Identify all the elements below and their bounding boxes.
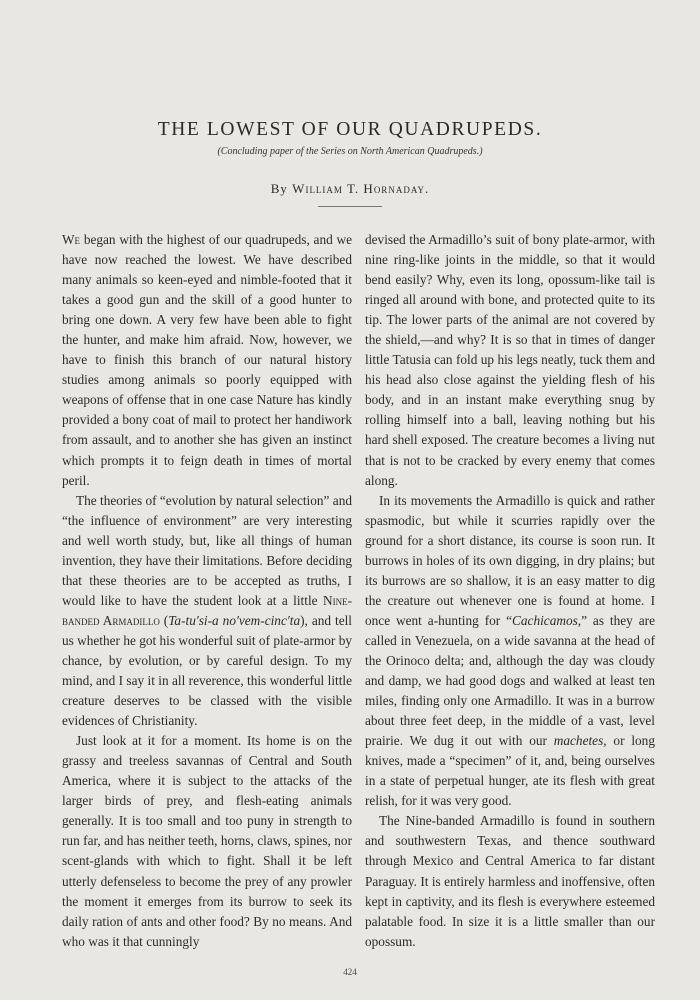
species-name: Nine-banded Armadillo bbox=[62, 592, 352, 628]
paragraph-2 bbox=[62, 491, 352, 732]
paragraph-5-text-c: or long knives, made a “specimen” of it, and, being ourselves in a state of perpetual hunger, ate its flesh with great relish, for it was very good. bbox=[365, 733, 655, 809]
opening-word: We bbox=[62, 232, 81, 247]
paragraph-5-text-b: ” as they are called in Venezuela, on a wide savanna at the head of the Orinoco delta; and, although the day was cloudy and damp, we had good dogs and walked at least ten miles, finding only one Armadillo. It was in a burrow about three feet deep, in the middle of a vast, level prairie. We dug it out with our bbox=[365, 612, 655, 749]
paragraph-5-text-a: In its movements the Armadillo is quick and rather spasmodic, but while it scurries rapidly over the ground for a short distance, its course is soon run. It burrows in holes of its own digging, in dry plains; but its burrows are so shallow, it is an easy matter to dig the creature out whenever one is found at home. I once went a-hunting for “ bbox=[365, 492, 655, 628]
paragraph-2-text-c: ), and tell us whether he got his wonderful suit of plate-armor by chance, by evolution, or by careful design. To my mind, and I say it in all reverence, this wonderful little creature deserves to be classed with the visible evidences of Christianity. bbox=[62, 612, 352, 729]
paragraph-5 bbox=[365, 491, 655, 812]
column-left bbox=[62, 230, 352, 952]
paragraph-3: Just look at it for a moment. Its home is on the grassy and treeless savannas of Central and South America, where it is subject to the attacks of the larger birds of prey, and flesh-eating animals generally. It is too small and too puny in strength to run far, and has neither teeth, horns, claws, spines, nor scent-glands with which to fight. Shall it be left utterly defenseless to become the prey of any prowler the moment it emerges from its burrow to seek its daily ration of ants and other food? By no means. And who was it that cunningly bbox=[62, 733, 352, 949]
local-name: Cachicamos, bbox=[512, 612, 582, 628]
byline bbox=[0, 181, 700, 197]
paragraph-2-text-a: The theories of “evolution by natural selection” and “the influence of environment” are very interesting and well worth study, but, like all things of human invention, they have their limitations. Before deciding that these theories are to be accepted as truths, I would like to have the student look at a little bbox=[62, 492, 352, 608]
page-number: 424 bbox=[343, 967, 357, 977]
article-title: THE LOWEST OF OUR QUADRUPEDS. bbox=[157, 119, 543, 140]
paragraph-1-text: began with the highest of our quadrupeds, and we have now reached the lowest. We have described many animals so keen-eyed and nimble-footed that it takes a good gun and the skill of a good hunter to bring one down. A very few have been able to fight the hunter, and make him afraid. Now, however, we have to finish this branch of our natural history studies among animals so poorly equipped with weapons of offense that in one case Nature has kindly provided a bony coat of mail to protect her handiwork from assault, and to another she has given an instinct which prompts it to feign death in times of mortal peril. bbox=[62, 232, 352, 488]
divider-rule bbox=[318, 206, 382, 207]
byline-prefix: By bbox=[270, 181, 293, 196]
author-name: William T. Hornaday. bbox=[292, 181, 430, 196]
paragraph-4: devised the Armadillo’s suit of bony plate-armor, with nine ring-like joints in the middle, so that it would bend easily? Why, even its long, opossum-like tail is ringed all around with bone, and protected quite to its tip. The lower parts of the animal are not covered by the shield,—and why? It is so that in times of danger little Tatusia can fold up his legs neatly, tuck them and his head also close against the yielding flesh of his body, and in an instant make everything snug by rolling himself into a ball, leaving nothing but his hard shell exposed. The creature becomes a living nut that is not to be cracked by every enemy that comes along. bbox=[365, 232, 655, 488]
scientific-name: Ta-tu′si-a no′vem-cinc′ta bbox=[168, 612, 301, 628]
paragraph-2-text-b: ( bbox=[159, 612, 169, 628]
paragraph-6: The Nine-banded Armadillo is found in southern and southwestern Texas, and thence southward through Mexico and Central America to far distant Paraguay. It is entirely harmless and inoffensive, often kept in captivity, and its flesh is everywhere esteemed palatable food. In size it is a little smaller than our opossum. bbox=[365, 813, 655, 949]
machetes-word: machetes, bbox=[553, 733, 607, 749]
article-subtitle: (Concluding paper of the Series on North American Quadrupeds.) bbox=[217, 146, 483, 157]
column-right bbox=[365, 230, 655, 952]
paragraph-1 bbox=[62, 230, 352, 491]
